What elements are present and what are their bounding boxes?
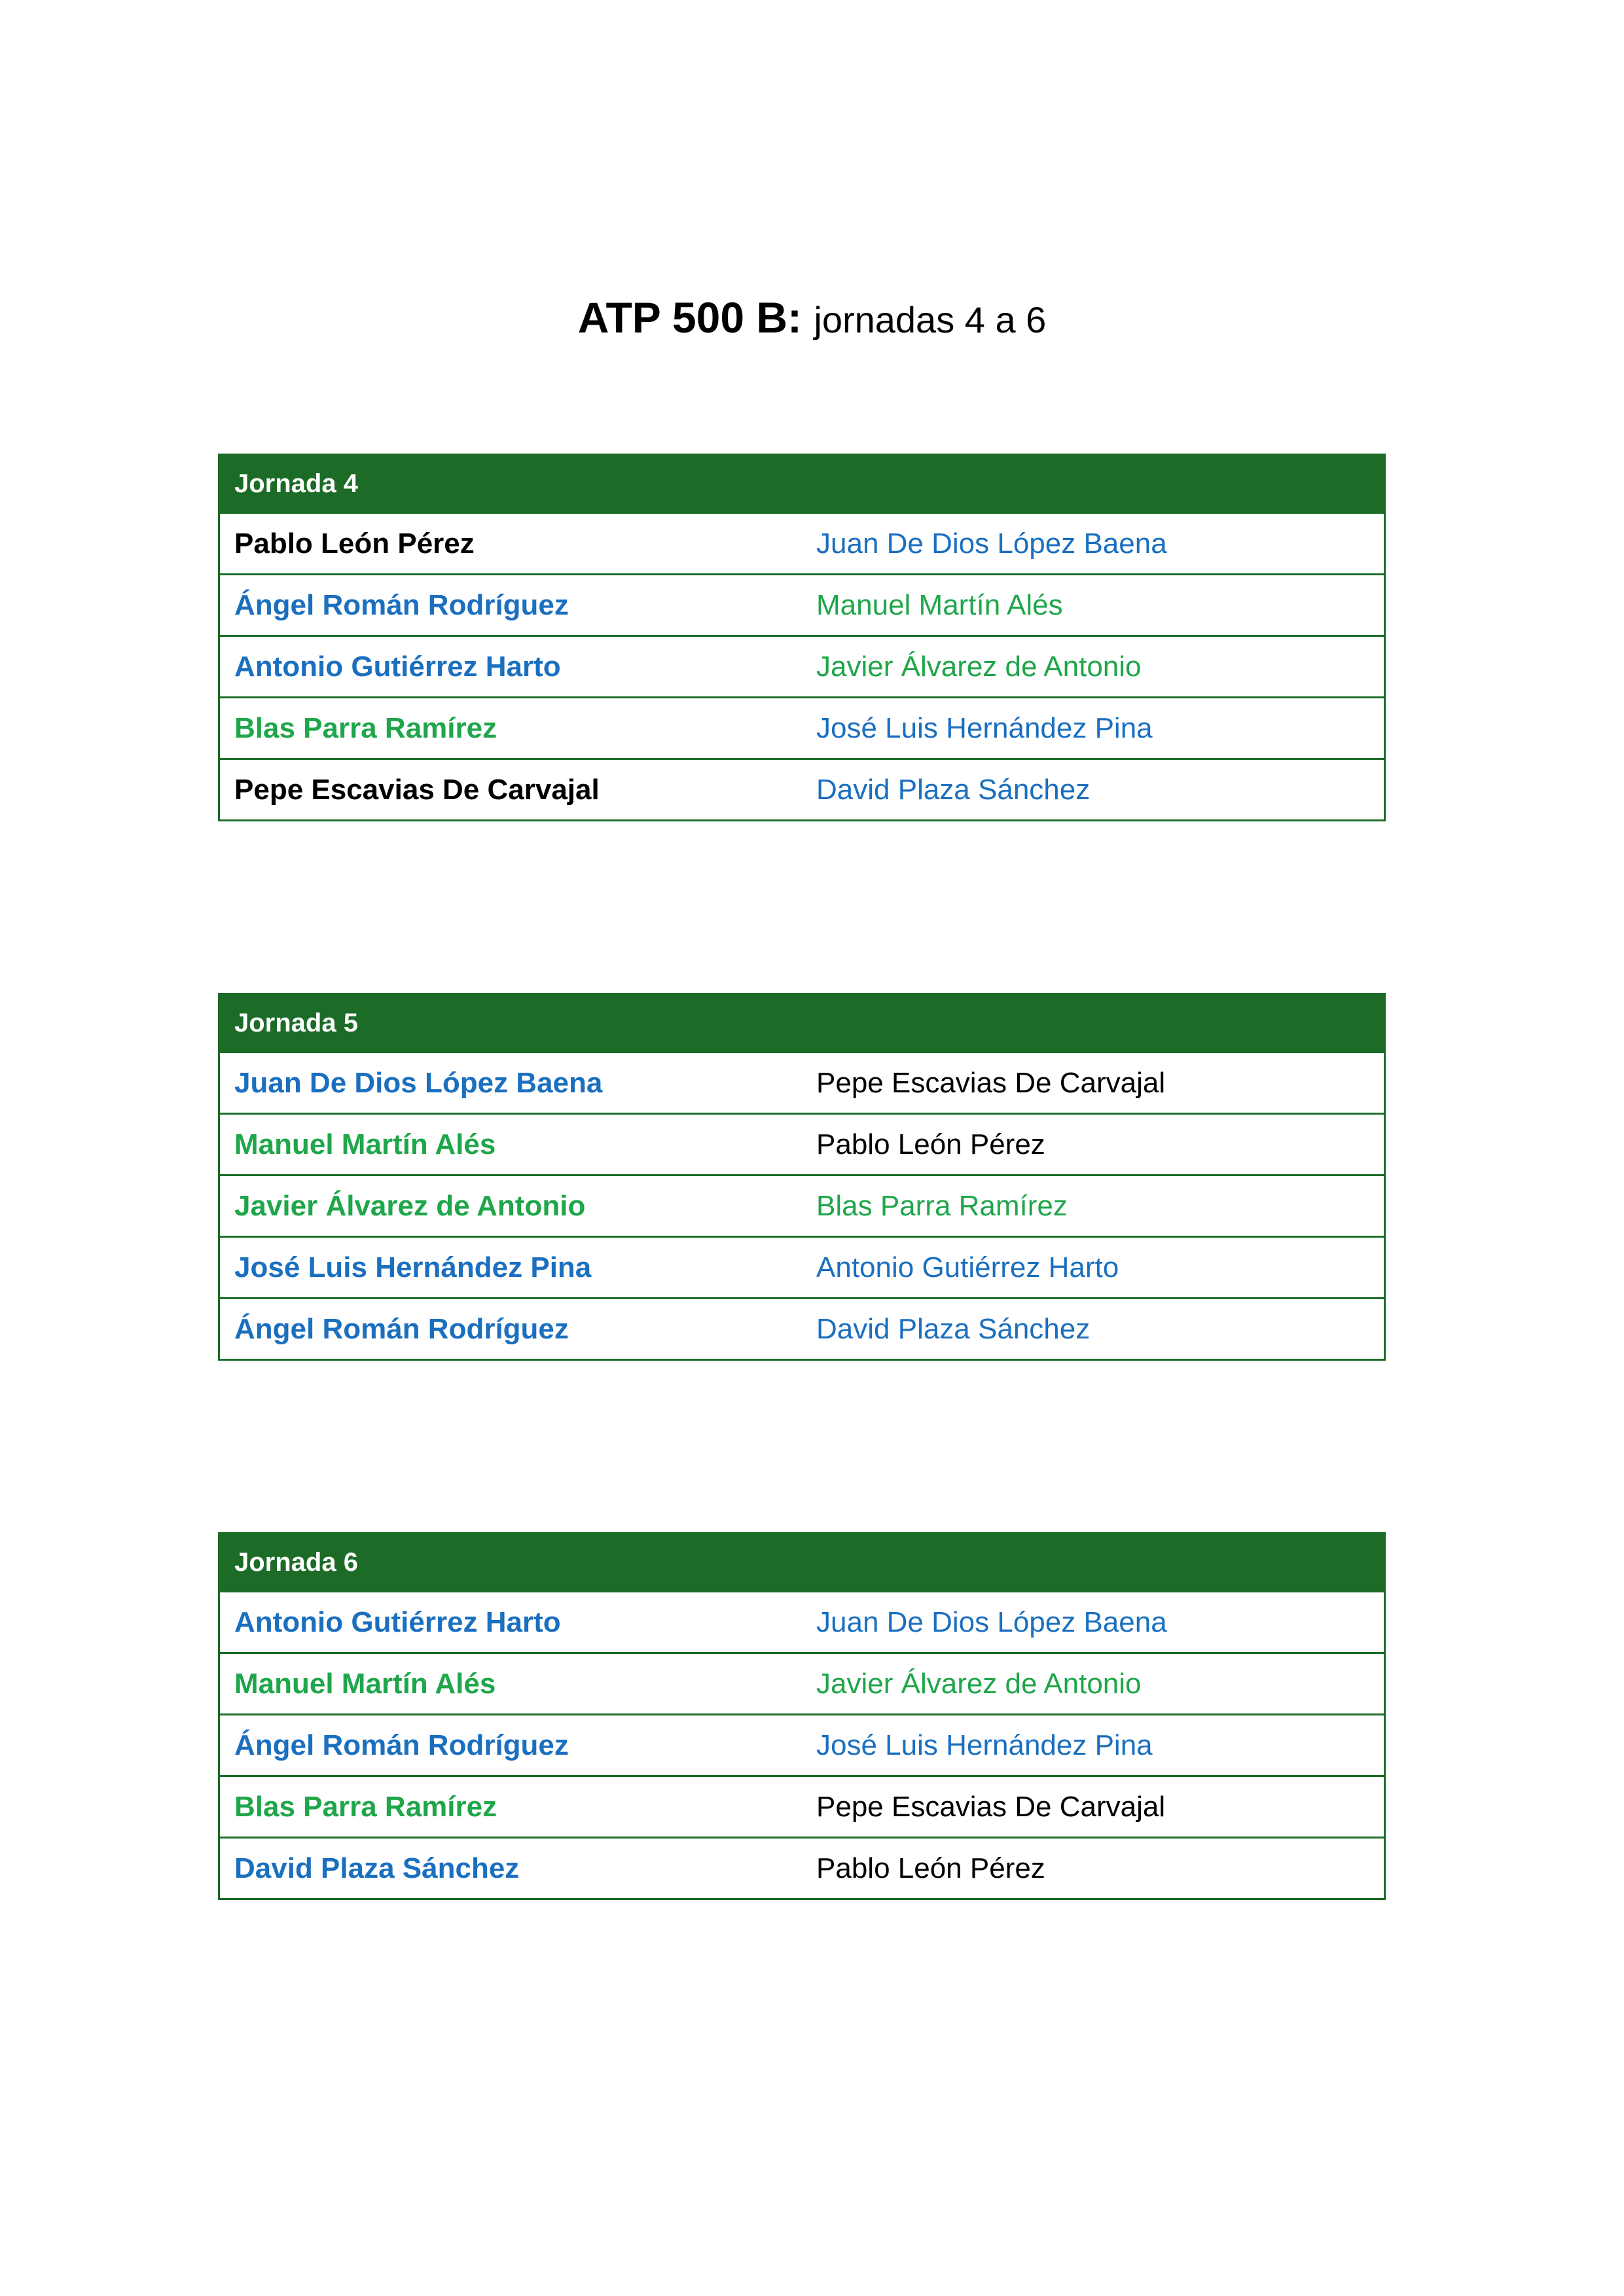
round-table-jornada-6 [218,1532,1386,1900]
match-row [219,1052,1385,1114]
page-title [0,288,1624,350]
round-label: Jornada 6 [219,1534,1385,1592]
round-header [219,455,1385,513]
round-table-jornada-4 [218,454,1386,821]
player-away: David Plaza Sánchez [802,1299,1385,1360]
player-away: José Luis Hernández Pina [802,698,1385,759]
title-tournament: ATP 500 B: [577,293,803,342]
match-row [219,1299,1385,1360]
player-home: Pablo León Pérez [219,513,803,575]
match-row [219,1653,1385,1715]
player-away: Pablo León Pérez [802,1838,1385,1899]
match-row [219,1838,1385,1899]
match-row [219,1776,1385,1838]
player-home: Pepe Escavias De Carvajal [219,759,803,821]
player-away: Javier Álvarez de Antonio [802,636,1385,698]
match-row [219,1237,1385,1299]
player-home: Juan De Dios López Baena [219,1052,803,1114]
player-home: Antonio Gutiérrez Harto [219,636,803,698]
player-away: Juan De Dios López Baena [802,513,1385,575]
player-home: Blas Parra Ramírez [219,1776,803,1838]
round-table-jornada-5 [218,993,1386,1361]
match-row [219,698,1385,759]
round-header [219,1534,1385,1592]
player-away: Javier Álvarez de Antonio [802,1653,1385,1715]
player-away: Pablo León Pérez [802,1114,1385,1175]
player-away: Blas Parra Ramírez [802,1175,1385,1237]
player-away: David Plaza Sánchez [802,759,1385,821]
match-row [219,1175,1385,1237]
player-home: Javier Álvarez de Antonio [219,1175,803,1237]
player-home: Manuel Martín Alés [219,1653,803,1715]
player-home: José Luis Hernández Pina [219,1237,803,1299]
player-home: Ángel Román Rodríguez [219,1299,803,1360]
player-away: Manuel Martín Alés [802,575,1385,636]
round-label: Jornada 5 [219,994,1385,1052]
round-header [219,994,1385,1052]
match-row [219,513,1385,575]
player-home: David Plaza Sánchez [219,1838,803,1899]
player-home: Blas Parra Ramírez [219,698,803,759]
player-away: Pepe Escavias De Carvajal [802,1052,1385,1114]
round-label: Jornada 4 [219,455,1385,513]
match-row [219,1592,1385,1653]
player-away: José Luis Hernández Pina [802,1715,1385,1776]
match-row [219,575,1385,636]
player-away: Antonio Gutiérrez Harto [802,1237,1385,1299]
player-away: Pepe Escavias De Carvajal [802,1776,1385,1838]
player-home: Antonio Gutiérrez Harto [219,1592,803,1653]
player-home: Ángel Román Rodríguez [219,1715,803,1776]
match-row [219,1114,1385,1175]
match-row [219,759,1385,821]
player-home: Ángel Román Rodríguez [219,575,803,636]
match-row [219,1715,1385,1776]
title-rounds-range: jornadas 4 a 6 [814,299,1047,340]
player-home: Manuel Martín Alés [219,1114,803,1175]
match-row [219,636,1385,698]
player-away: Juan De Dios López Baena [802,1592,1385,1653]
